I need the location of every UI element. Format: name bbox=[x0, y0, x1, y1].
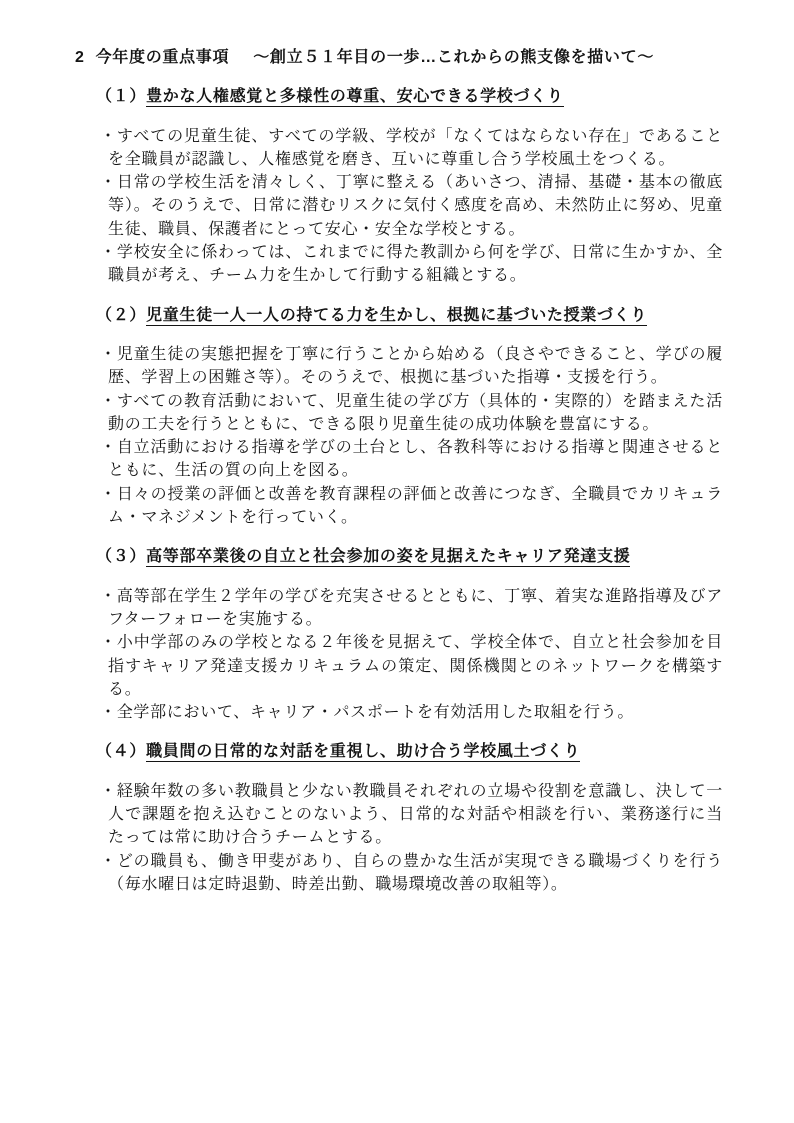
bullet-marker-icon: ・ bbox=[100, 392, 117, 410]
section-2-number: （２） bbox=[96, 306, 147, 324]
bullet-marker-icon: ・ bbox=[100, 244, 117, 262]
section-3-number: （３） bbox=[96, 548, 147, 566]
bullet-text: どの職員も、働き甲斐があり、自らの豊かな生活が実現できる職場づくりを行う（毎水曜日は定時退勤、時差出勤、職場環境改善の取組等）。 bbox=[108, 852, 723, 893]
bullet-item bbox=[100, 850, 723, 897]
bullet-text: 小中学部のみの学校となる２年後を見据えて、学校全体で、自立と社会参加を目指すキャリア発達支援カリキュラムの策定、関係機関とのネットワークを構築する。 bbox=[108, 634, 723, 698]
section-1 bbox=[75, 85, 724, 287]
section-2-heading bbox=[96, 304, 714, 327]
document-title bbox=[75, 46, 714, 69]
section-4-title: 職員間の日常的な対話を重視し、助け合う学校風土づくり bbox=[146, 743, 581, 761]
bullet-text: 経験年数の多い教職員と少ない教職員それぞれの立場や役割を意識し、決して一人で課題を抱え込むことのないよう、日常的な対話や相談を行い、業務遂行に当たっては常に助け合うチームとする。 bbox=[108, 782, 723, 847]
section-3 bbox=[75, 545, 723, 724]
bullet-marker-icon: ・ bbox=[100, 127, 117, 145]
section-3-title: 高等部卒業後の自立と社会参加の姿を見据えたキャリア発達支援 bbox=[146, 548, 631, 566]
bullet-text: 全学部において、キャリア・パスポートを有効活用した取組を行う。 bbox=[116, 704, 635, 722]
bullet-text: 自立活動における指導を学びの土台とし、各教科等における指導と関連させるとともに、生活の質の向上を図る。 bbox=[108, 439, 723, 480]
section-1-number: （１） bbox=[96, 88, 147, 106]
section-4-number: （４） bbox=[96, 743, 147, 761]
bullet-item bbox=[100, 585, 723, 632]
section-1-heading bbox=[96, 85, 714, 108]
bullet-text: すべての児童生徒、すべての学級、学校が「なくてはならない存在」であることを全職員が認識し、人権感覚を磨き、互いに尊重し合う学校風土をつくる。 bbox=[108, 127, 723, 168]
bullet-text: すべての教育活動において、児童生徒の学び方（具体的・実際的）を踏まえた活動の工夫を行うとともに、できる限り児童生徒の成功体験を豊富にする。 bbox=[108, 392, 723, 433]
bullet-text: 高等部在学生２学年の学びを充実させるとともに、丁寧、着実な進路指導及びアフターフォローを実施する。 bbox=[108, 587, 723, 628]
bullet-marker-icon: ・ bbox=[100, 485, 117, 503]
bullet-marker-icon: ・ bbox=[100, 345, 117, 363]
bullet-item bbox=[100, 780, 723, 850]
bullet-item bbox=[100, 436, 723, 483]
section-2-title: 児童生徒一人一人の持てる力を生かし、根拠に基づいた授業づくり bbox=[146, 306, 648, 324]
section-2 bbox=[75, 304, 723, 530]
bullet-marker-icon: ・ bbox=[100, 174, 117, 192]
bullet-item bbox=[100, 171, 723, 241]
bullet-item bbox=[100, 631, 723, 701]
section-4-heading bbox=[96, 740, 714, 763]
bullet-text: 学校安全に係わっては、これまでに得た教訓から何を学び、日常に生かすか、全職員が考え、チーム力を生かして行動する組織とする。 bbox=[108, 244, 724, 285]
section-3-heading bbox=[96, 545, 714, 568]
bullet-text: 日々の授業の評価と改善を教育課程の評価と改善につなぎ、全職員でカリキュラム・マネジメントを行っていく。 bbox=[108, 485, 723, 527]
bullet-item bbox=[100, 483, 723, 530]
bullet-item bbox=[100, 390, 723, 437]
bullet-marker-icon: ・ bbox=[100, 782, 117, 800]
bullet-marker-icon: ・ bbox=[100, 704, 117, 722]
title-text: 今年度の重点事項 bbox=[95, 49, 230, 66]
bullet-item bbox=[100, 125, 723, 172]
section-4 bbox=[75, 740, 723, 896]
bullet-marker-icon: ・ bbox=[100, 439, 117, 457]
title-subtitle: ～創立５１年目の一歩…これからの熊支像を描いて～ bbox=[253, 49, 655, 66]
bullet-text: 日常の学校生活を清々しく、丁寧に整える（あいさつ、清掃、基礎・基本の徹底等）。そのうえで、日常に潜むリスクに気付く感度を高め、未然防止に努め、児童生徒、職員、保護者にとって安心・安全な学校とする。 bbox=[108, 174, 723, 238]
bullet-item bbox=[100, 241, 723, 288]
bullet-marker-icon: ・ bbox=[100, 852, 117, 870]
bullet-item bbox=[100, 343, 723, 390]
title-number: 2 bbox=[75, 49, 85, 66]
bullet-marker-icon: ・ bbox=[100, 634, 117, 652]
section-1-title: 豊かな人権感覚と多様性の尊重、安心できる学校づくり bbox=[146, 88, 564, 106]
bullet-text: 児童生徒の実態把握を丁寧に行うことから始める（良さやできること、学びの履歴、学習上の困難さ等）。そのうえで、根拠に基づいた指導・支援を行う。 bbox=[108, 345, 723, 387]
bullet-item bbox=[100, 701, 723, 724]
bullet-marker-icon: ・ bbox=[100, 587, 117, 605]
